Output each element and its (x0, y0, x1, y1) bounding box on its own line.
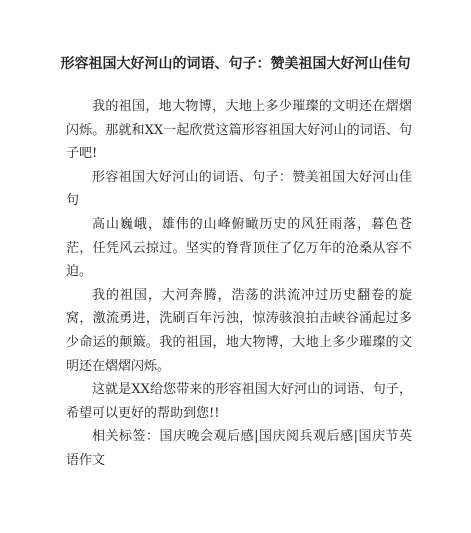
rivers-paragraph: 我的祖国，大河奔腾，浩荡的洪流冲过历史翻卷的旋窝，激流勇进，洗刷百年污浊，惊涛骇浪拍击峡谷涌起过多少命运的颠簸。我的祖国，地大物博，大地上多少璀璨的文明还在熠熠闪烁。 (66, 287, 412, 374)
mountains-paragraph: 高山巍峨，雄伟的山峰俯瞰历史的风狂雨落，暮色苍茫，任凭风云掠过。坚实的脊背顶住了亿万年的沧桑从容不迫。 (66, 216, 412, 280)
intro-paragraph: 我的祖国，地大物博，大地上多少璀璨的文明还在熠熠闪烁。那就和XX一起欣赏这篇形容祖国大好河山的词语、句子吧! (66, 99, 412, 162)
document-body (66, 95, 412, 473)
document-title: 形容祖国大好河山的词语、句子：赞美祖国大好河山佳句 (60, 56, 411, 72)
section-heading: 形容祖国大好河山的词语、句子：赞美祖国大好河山佳句 (66, 169, 412, 209)
related-tags: 相关标签：国庆晚会观后感|国庆阅兵观后感|国庆节英语作文 (66, 429, 412, 468)
closing-paragraph: 这就是XX给您带来的形容祖国大好河山的词语、句子，希望可以更好的帮助到您!! (66, 382, 412, 421)
